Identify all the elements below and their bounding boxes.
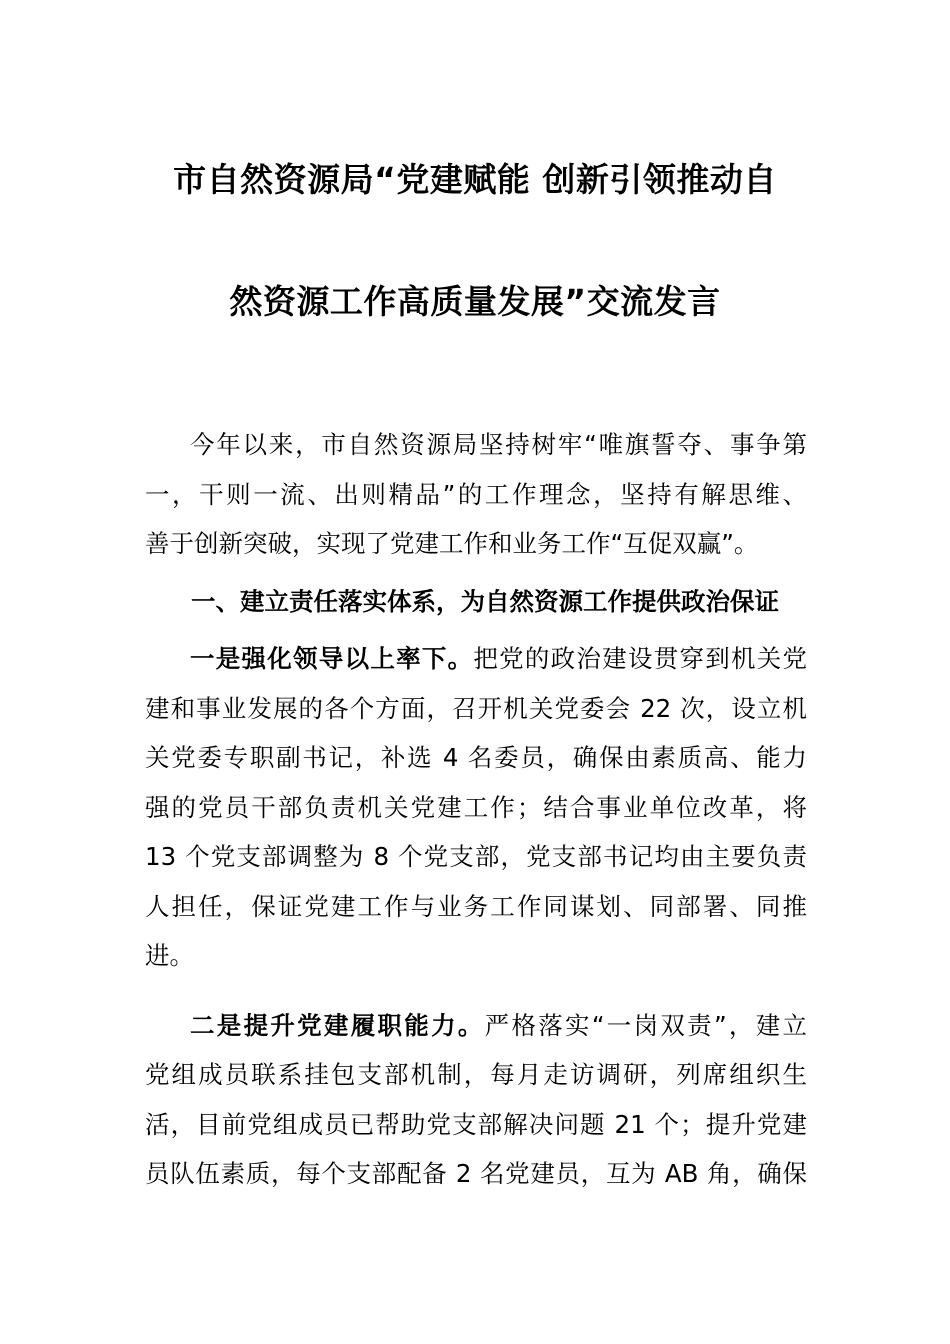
document-body (145, 420, 807, 1199)
point-lead: 一是强化领导以上率下。 (190, 644, 474, 673)
paragraph-first-line (145, 1001, 807, 1051)
document-title-line-2: 然资源工作高质量发展”交流发言 (229, 282, 721, 321)
paragraph-line: 关党委专职副书记，补选 4 名委员，确保由素质高、能力 (145, 743, 807, 772)
intro-line: 善于创新突破，实现了党建工作和业务工作“互促双赢”。 (145, 529, 759, 558)
paragraph-first-line (145, 634, 807, 684)
point-one-paragraph (145, 634, 807, 981)
point-lead: 二是提升党建履职能力。 (190, 1010, 485, 1040)
intro-line: 今年以来，市自然资源局坚持树牢“唯旗誓夺、事争第 (190, 430, 807, 459)
intro-paragraph (145, 420, 807, 569)
paragraph-text: 把党的政治建设贯穿到机关党 (473, 644, 808, 673)
section-heading: 一、建立责任落实体系，为自然资源工作提供政治保证 (191, 586, 779, 616)
paragraph-line: 党组成员联系挂包支部机制，每月走访调研，列席组织生 (145, 1060, 807, 1089)
point-two-paragraph (145, 1001, 807, 1199)
intro-line: 一，干则一流、出则精品”的工作理念，坚持有解思维、 (145, 479, 807, 509)
paragraph-line: 进。 (145, 941, 194, 970)
paragraph-line: 强的党员干部负责机关党建工作；结合事业单位改革，将 (145, 792, 807, 822)
paragraph-line: 活，目前党组成员已帮助党支部解决问题 21 个；提升党建 (145, 1109, 807, 1139)
paragraph-text: 严格落实“一岗双责”，建立 (484, 1010, 808, 1040)
paragraph-line: 建和事业发展的各个方面，召开机关党委会 22 次，设立机 (145, 693, 807, 723)
document-title-line-1: 市自然资源局“党建赋能 创新引领推动自 (173, 160, 777, 199)
paragraph-line: 员队伍素质，每个支部配备 2 名党建员，互为 AB 角，确保 (145, 1159, 807, 1188)
paragraph-line: 人担任，保证党建工作与业务工作同谋划、同部署、同推 (145, 891, 807, 921)
paragraph-line: 13 个党支部调整为 8 个党支部，党支部书记均由主要负责 (145, 842, 807, 871)
